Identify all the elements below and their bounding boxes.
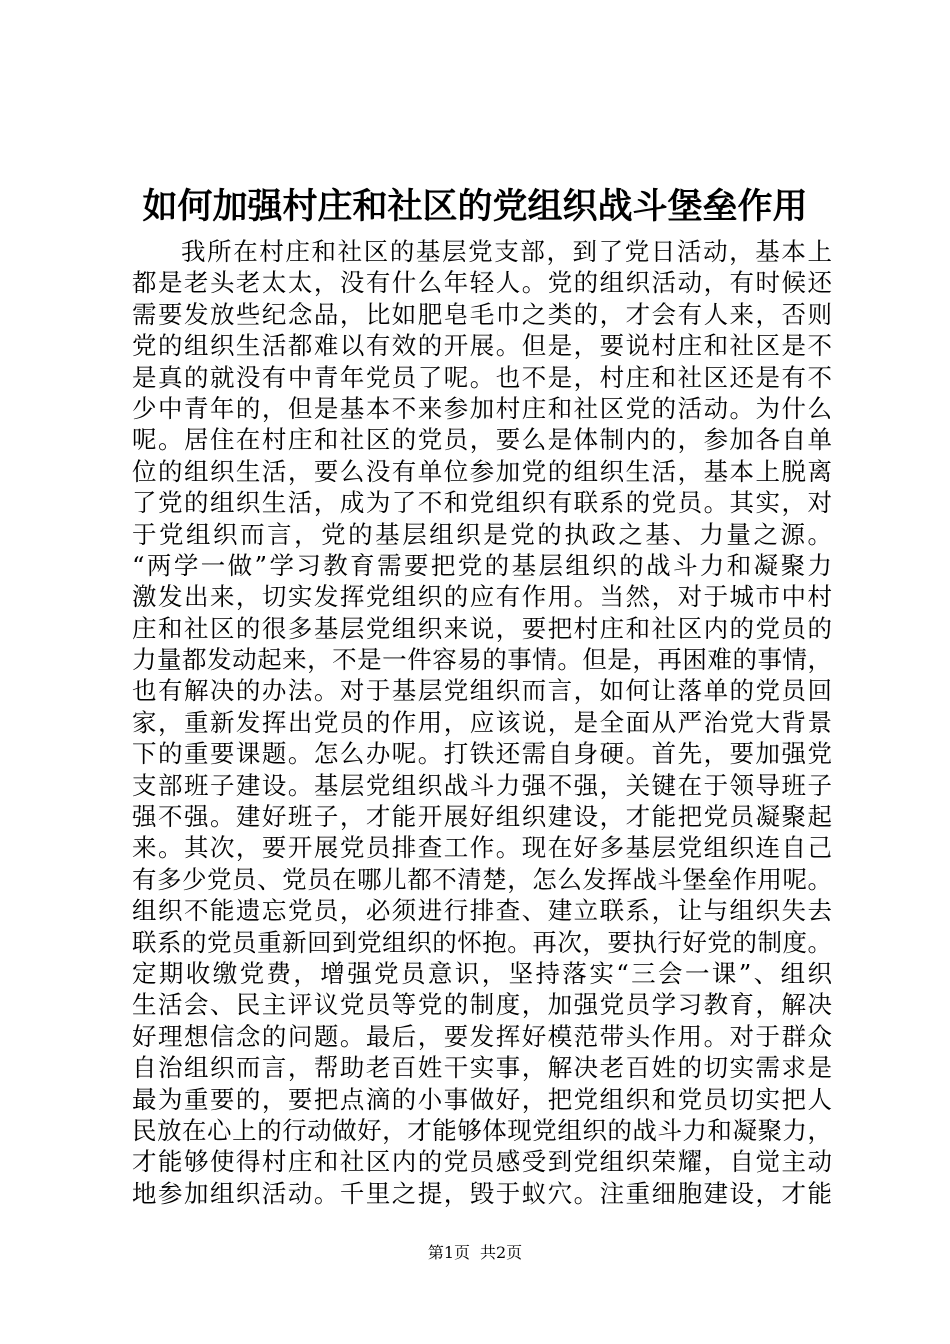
body-line: “两学一做”学习教育需要把党的基层组织的战斗力和凝聚力 (132, 550, 832, 580)
body-line: 位的组织生活，要么没有单位参加党的组织生活，基本上脱离 (132, 456, 832, 486)
body-line: 少中青年的，但是基本不来参加村庄和社区党的活动。为什么 (132, 393, 832, 423)
body-line: 家，重新发挥出党员的作用，应该说，是全面从严治党大背景 (132, 707, 832, 737)
page-number-current: 第1页 (427, 1243, 470, 1262)
document-title: 如何加强村庄和社区的党组织战斗堡垒作用 (142, 186, 808, 227)
body-line: 庄和社区的很多基层党组织来说，要把村庄和社区内的党员的 (132, 613, 832, 643)
body-line: 也有解决的办法。对于基层党组织而言，如何让落单的党员回 (132, 676, 832, 706)
body-line: 激发出来，切实发挥党组织的应有作用。当然，对于城市中村 (132, 582, 832, 612)
body-line: 地参加组织活动。千里之提，毁于蚁穴。注重细胞建设，才能 (132, 1178, 832, 1208)
body-line: 了党的组织生活，成为了不和党组织有联系的党员。其实，对 (132, 488, 832, 518)
body-line: 生活会、民主评议党员等党的制度，加强党员学习教育，解决 (132, 990, 832, 1020)
body-line: 下的重要课题。怎么办呢。打铁还需自身硬。首先，要加强党 (132, 739, 832, 769)
body-line: 联系的党员重新回到党组织的怀抱。再次，要执行好党的制度。 (132, 927, 832, 957)
body-line: 民放在心上的行动做好，才能够体现党组织的战斗力和凝聚力， (132, 1115, 832, 1145)
body-line: 来。其次，要开展党员排查工作。现在好多基层党组织连自己 (132, 833, 832, 863)
body-line: 有多少党员、党员在哪儿都不清楚，怎么发挥战斗堡垒作用呢。 (132, 864, 832, 894)
page-number-total: 共2页 (480, 1243, 523, 1262)
body-line: 呢。居住在村庄和社区的党员，要么是体制内的，参加各自单 (132, 425, 832, 455)
body-line: 组织不能遗忘党员，必须进行排查、建立联系，让与组织失去 (132, 896, 832, 926)
body-line: 于党组织而言，党的基层组织是党的执政之基、力量之源。 (132, 519, 832, 549)
document-body (132, 236, 832, 1209)
body-line: 力量都发动起来，不是一件容易的事情。但是，再困难的事情， (132, 645, 832, 675)
body-line: 自治组织而言，帮助老百姓干实事，解决老百姓的切实需求是 (132, 1053, 832, 1083)
body-line: 我所在村庄和社区的基层党支部，到了党日活动，基本上 (181, 237, 832, 266)
body-line: 党的组织生活都难以有效的开展。但是，要说村庄和社区是不 (132, 331, 832, 361)
page-footer (0, 1243, 950, 1263)
body-line: 才能够使得村庄和社区内的党员感受到党组织荣耀，自觉主动 (132, 1147, 832, 1177)
body-line: 最为重要的，要把点滴的小事做好，把党组织和党员切实把人 (132, 1084, 832, 1114)
body-line: 是真的就没有中青年党员了呢。也不是，村庄和社区还是有不 (132, 362, 832, 392)
body-line: 都是老头老太太，没有什么年轻人。党的组织活动，有时候还 (132, 268, 832, 298)
body-line: 需要发放些纪念品，比如肥皂毛巾之类的，才会有人来，否则 (132, 299, 832, 329)
body-line: 支部班子建设。基层党组织战斗力强不强，关键在于领导班子 (132, 770, 832, 800)
body-line: 定期收缴党费，增强党员意识，坚持落实“三会一课”、组织 (132, 958, 832, 988)
body-line: 好理想信念的问题。最后，要发挥好模范带头作用。对于群众 (132, 1021, 832, 1051)
body-line: 强不强。建好班子，才能开展好组织建设，才能把党员凝聚起 (132, 802, 832, 832)
